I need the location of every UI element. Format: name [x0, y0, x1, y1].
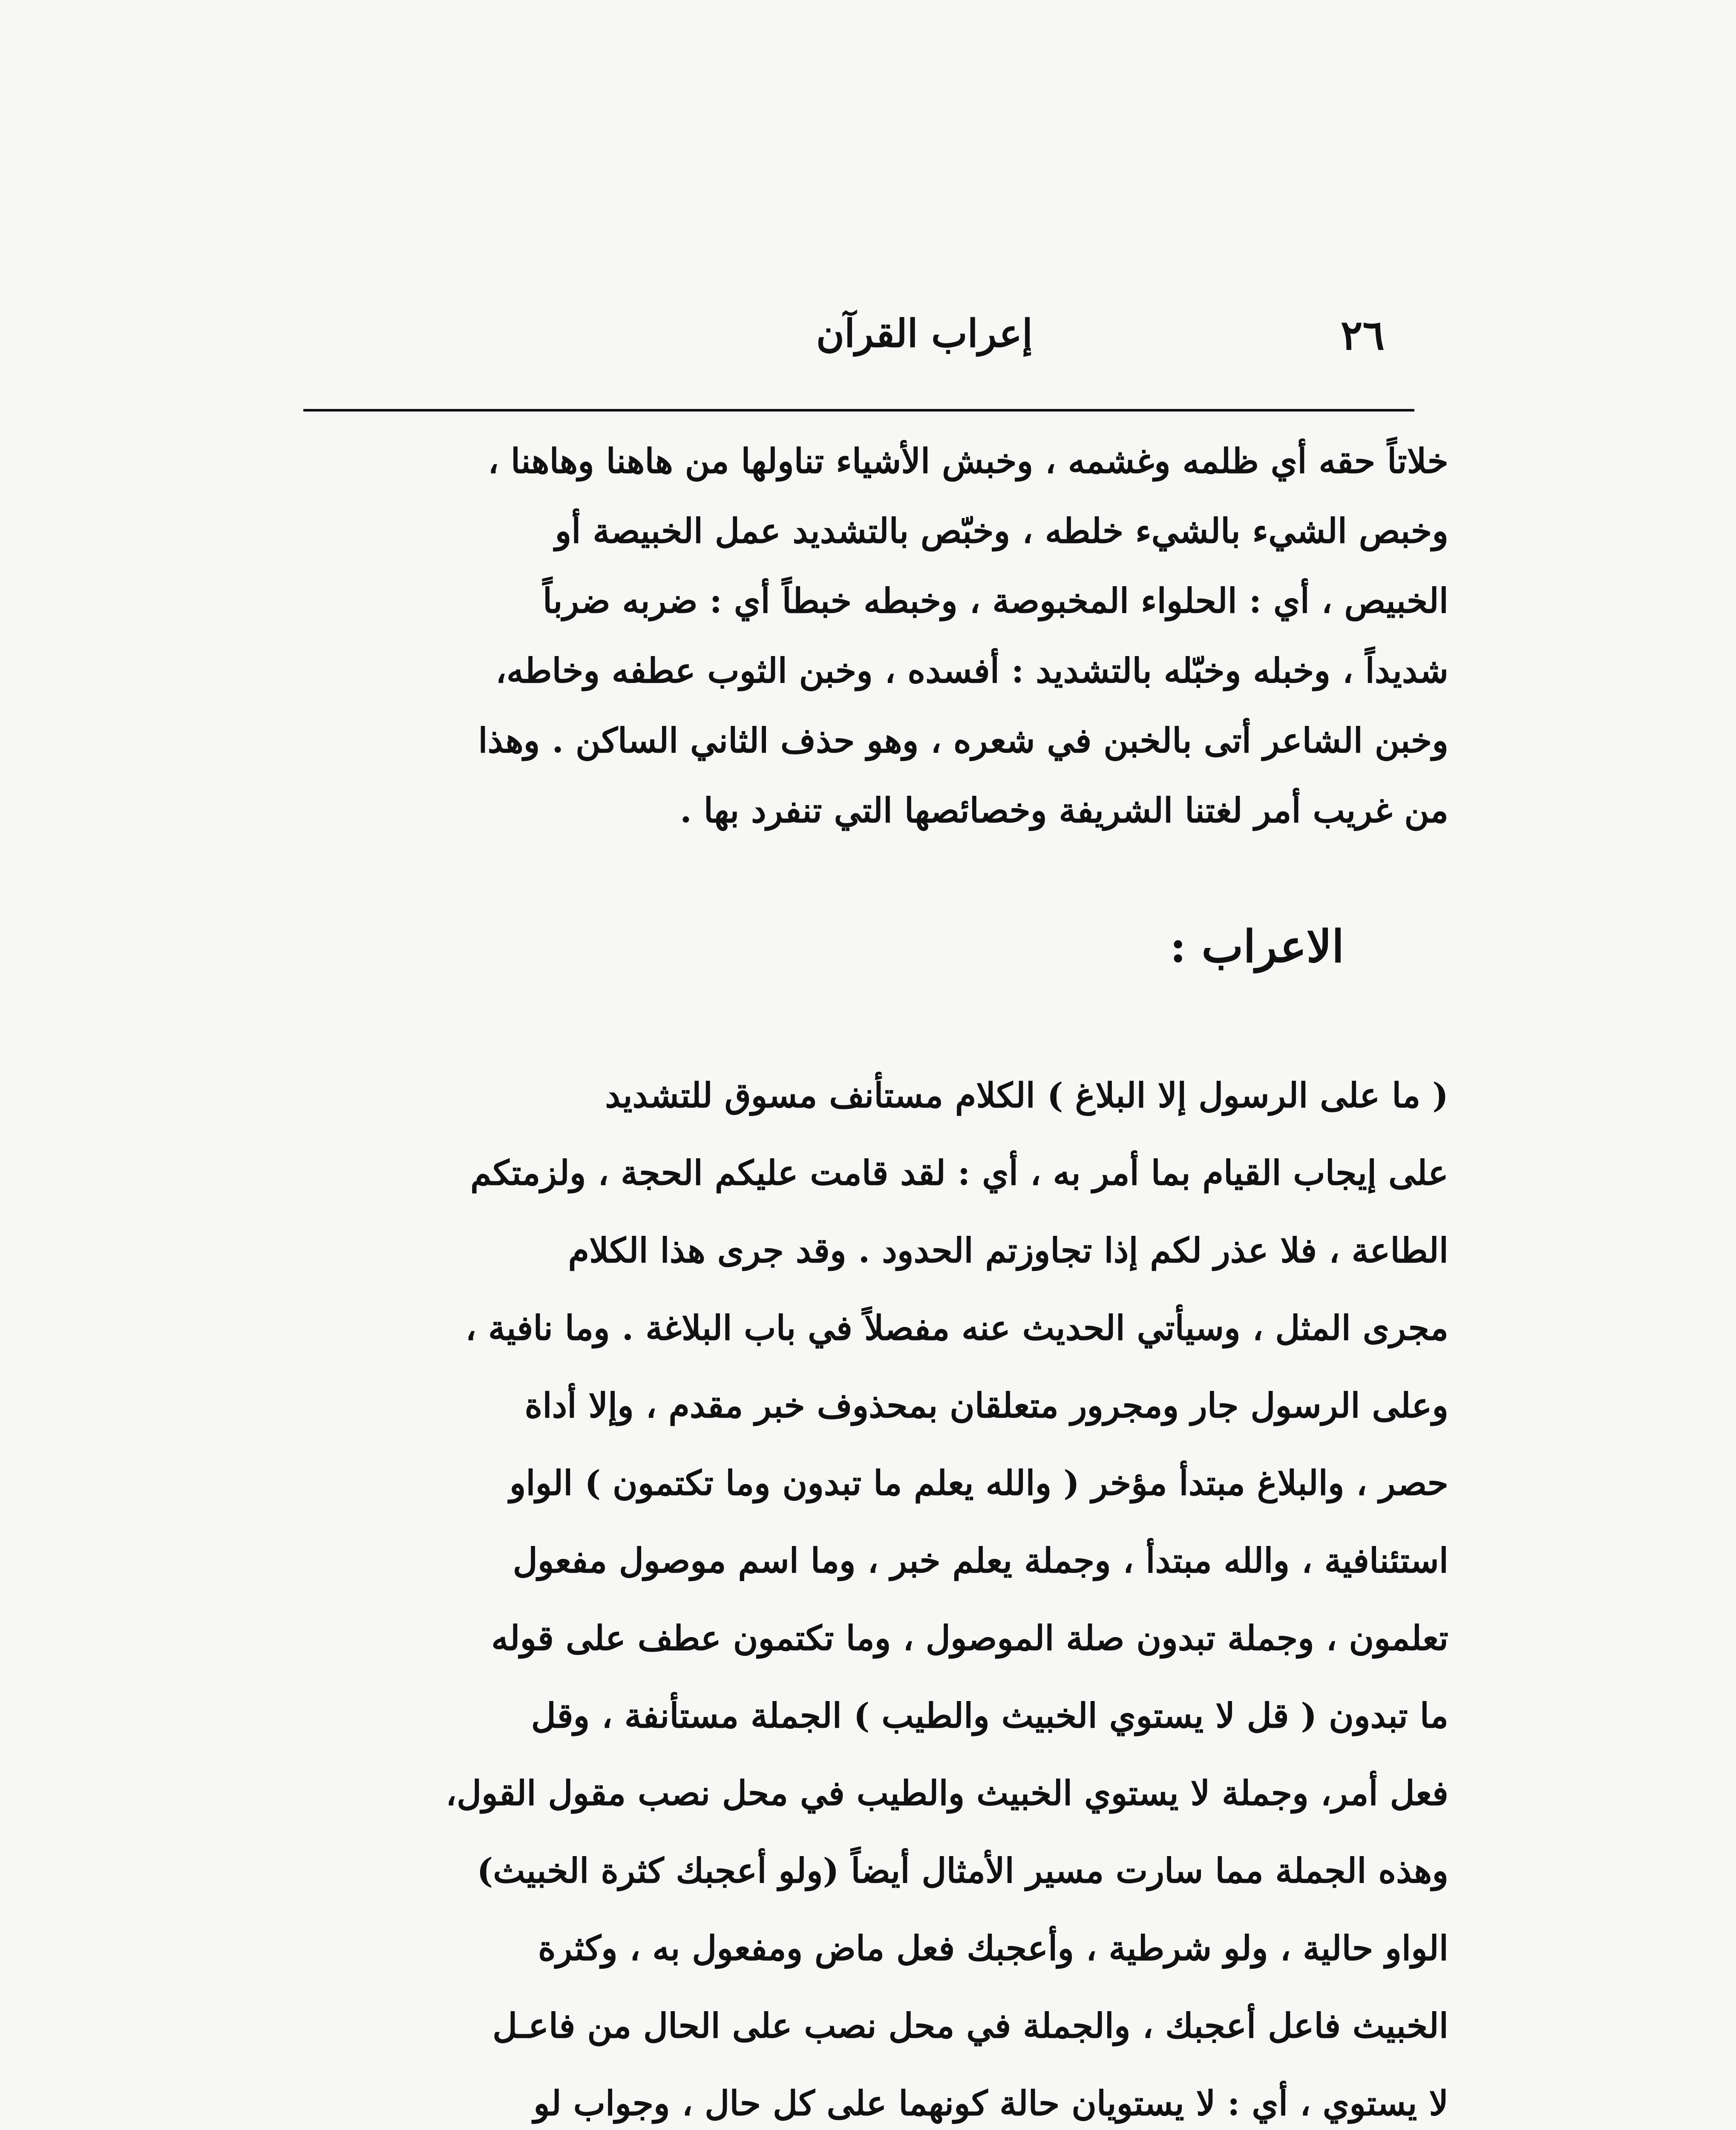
intro-paragraph — [298, 426, 1448, 845]
text-line: على إيجاب القيام بما أمر به ، أي : لقد قامت عليكم الحجة ، ولزمتكم — [470, 1153, 1448, 1193]
page-number: ٢٦ — [1340, 311, 1385, 359]
irab-paragraph — [298, 1056, 1448, 2130]
header-rule — [303, 409, 1414, 412]
text-line: الخبيص ، أي : الحلواء المخبوصة ، وخبطه خبطاً أي : ضربه ضرباً — [542, 581, 1448, 621]
text-line: استئنافية ، والله مبتدأ ، وجملة يعلم خبر ، وما اسم موصول مفعول — [512, 1540, 1448, 1580]
text-line: حصر ، والبلاغ مبتدأ مؤخر ( والله يعلم ما تبدون وما تكتمون ) الواو — [509, 1463, 1448, 1503]
text-line: لا يستوي ، أي : لا يستويان حالة كونهما على كل حال ، وجواب لو — [533, 2083, 1448, 2123]
page-header — [307, 294, 1414, 379]
running-title: إعراب القرآن — [816, 311, 1033, 356]
text-line: وخبص الشيء بالشيء خلطه ، وخبّص بالتشديد عمل الخبيصة أو — [555, 511, 1448, 551]
text-line: تعلمون ، وجملة تبدون صلة الموصول ، وما تكتمون عطف على قوله — [491, 1618, 1448, 1658]
text-line: من غريب أمر لغتنا الشريفة وخصائصها التي تنفرد بها . — [680, 790, 1448, 830]
text-line: مجرى المثل ، وسيأتي الحديث عنه مفصلاً في باب البلاغة . وما نافية ، — [465, 1308, 1448, 1348]
text-line: خلاتاً حقه أي ظلمه وغشمه ، وخبش الأشياء تناولها من هاهنا وهاهنا ، — [488, 441, 1448, 481]
text-line: فعل أمر، وجملة لا يستوي الخبيث والطيب في محل نصب مقول القول، — [446, 1773, 1448, 1813]
text-line: الواو حالية ، ولو شرطية ، وأعجبك فعل ماض ومفعول به ، وكثرة — [538, 1928, 1448, 1968]
text-line: وعلى الرسول جار ومجرور متعلقان بمحذوف خبر مقدم ، وإلا أداة — [524, 1385, 1448, 1425]
text-line: وخبن الشاعر أتى بالخبن في شعره ، وهو حذف الثاني الساكن . وهذا — [478, 720, 1448, 760]
text-line: الخبيث فاعل أعجبك ، والجملة في محل نصب على الحال من فاعـل — [492, 2006, 1448, 2046]
text-line: ما تبدون ( قل لا يستوي الخبيث والطيب ) الجملة مستأنفة ، وقل — [531, 1695, 1448, 1736]
text-line: شديداً ، وخبله وخبّله بالتشديد : أفسده ، وخبن الثوب عطفه وخاطه، — [495, 651, 1448, 691]
text-line: الطاعة ، فلا عذر لكم إذا تجاوزتم الحدود . وقد جرى هذا الكلام — [568, 1230, 1448, 1270]
text-line: وهذه الجملة مما سارت مسير الأمثال أيضاً (ولو أعجبك كثرة الخبيث) — [477, 1851, 1448, 1891]
section-heading: الاعراب : — [1169, 920, 1344, 973]
text-line: ( ما على الرسول إلا البلاغ ) الكلام مستأنف مسوق للتشديد — [605, 1075, 1448, 1115]
